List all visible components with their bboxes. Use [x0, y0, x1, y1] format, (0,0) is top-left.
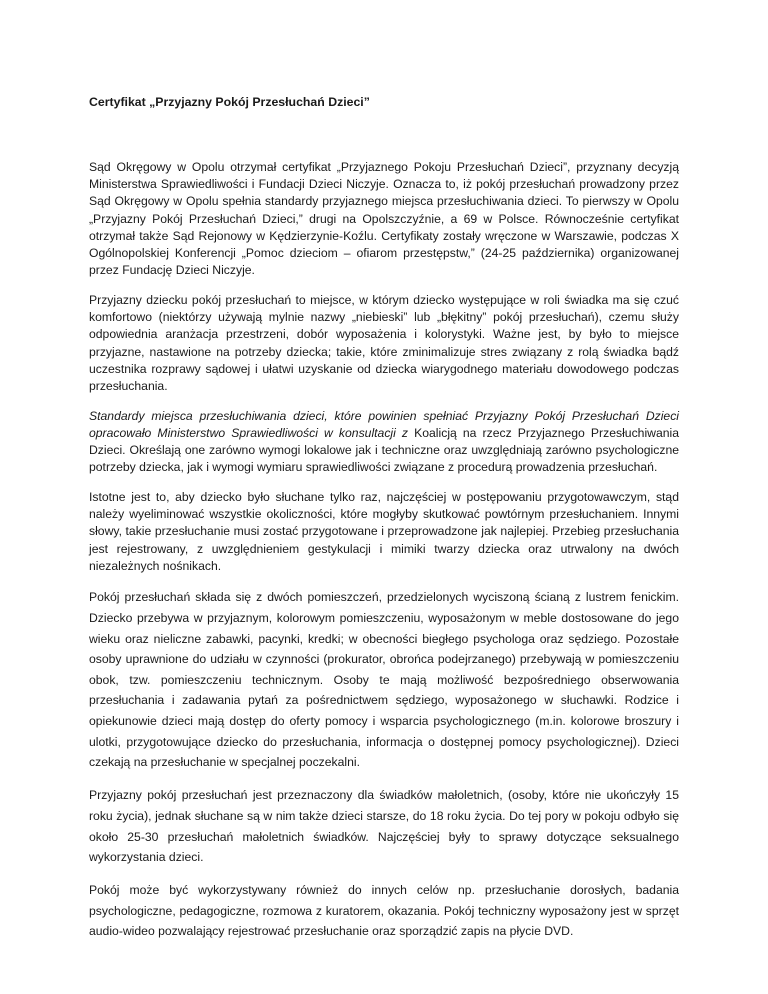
document-title: Certyfikat „Przyjazny Pokój Przesłuchań Dzieci” — [89, 95, 370, 109]
paragraph-room-layout: Pokój przesłuchań składa się z dwóch pomieszczeń, przedzielonych wyciszoną ścianą z lustrem fenickim. Dziecko przebywa w przyjaznym, kolorowym pomieszczeniu, wyposażonym w meble dostosowane do jego wieku oraz nieliczne zabawki, pacynki, kredki; w obecności biegłego psychologa oraz sędziego. Pozostałe osoby uprawnione do udziału w czynności (prokurator, obrońca podejrzanego) przebywają w pomieszczeniu obok, tzw. pomieszczeniu technicznym. Osoby te mają możliwość bezpośredniego obserwowania przesłuchania i zadawania pytań za pośrednictwem sędziego, wyposażonego w słuchawki. Rodzice i opiekunowie dzieci mają dostęp do oferty pomocy i wsparcia psychologicznego (m.in. kolorowe broszury i ulotki, przygotowujące dziecko do przesłuchania, informacja o dostępnej pomocy psychologicznej). Dzieci czekają na przesłuchanie w specjalnej poczekalni. — [89, 590, 679, 770]
paragraph-standards-rest: Koalicją na rzecz Przyjaznego Przesłuchiwania Dzieci. Określają one zarówno wymogi lokalowe jak i techniczne oraz uwzględniają zarówno psychologiczne potrzeby dziecka, jak i wymogi wymiaru sprawiedliwości związane z procedurą prowadzenia przesłuchań. — [89, 425, 679, 475]
paragraph-standards — [89, 408, 679, 477]
paragraph-standards-italic: Standardy miejsca przesłuchiwania dzieci, które powinien spełniać Przyjazny Pokój Przesłuchań Dzieci opracowało Ministerstwo Sprawiedliwości w konsultacji z — [89, 408, 679, 440]
paragraph-definition: Przyjazny dziecku pokój przesłuchań to miejsce, w którym dziecko występujące w roli świadka ma się czuć komfortowo (niektórzy używają mylnie nazwy „niebieski” lub „błękitny” pokój przesłuchań), czemu służy odpowiednia aranżacja przestrzeni, dobór wyposażenia i kolorystyki. Ważne jest, by było to miejsce przyjazne, nastawione na potrzeby dziecka; takie, które zminimalizuje stres związany z rolą świadka bądź uczestnika rozprawy sądowej i ułatwi uzyskanie od dziecka wiarygodnego materiału dowodowego podczas przesłuchania. — [89, 292, 679, 393]
paragraph-single-hearing: Istotne jest to, aby dziecko było słuchane tylko raz, najczęściej w postępowaniu przygotowawczym, stąd należy wyeliminować wszystkie okoliczności, które mogłyby skutkować powtórnym przesłuchaniem. Innymi słowy, takie przesłuchanie musi zostać przygotowane i przeprowadzone jak najlepiej. Przebieg przesłuchania jest rejestrowany, z uwzględnieniem gestykulacji i mimiki twarzy dziecka oraz utrwalony na dwóch niezależnych nośnikach. — [89, 489, 679, 573]
paragraph-other-uses: Pokój może być wykorzystywany również do innych celów np. przesłuchanie dorosłych, badania psychologiczne, pedagogiczne, rozmowa z kuratorem, okazania. Pokój techniczny wyposażony jest w sprzęt audio-wideo pozwalający rejestrować przesłuchanie oraz sporządzić zapis na płycie DVD. — [89, 883, 679, 939]
document-page — [89, 94, 679, 954]
paragraph-minor-witnesses: Przyjazny pokój przesłuchań jest przeznaczony dla świadków małoletnich, (osoby, które nie ukończyły 15 roku życia), jednak słuchane są w nim także dzieci starsze, do 18 roku życia. Do tej pory w pokoju odbyło się około 25-30 przesłuchań małoletnich świadków. Najczęściej były to sprawy dotyczące seksualnego wykorzystania dzieci. — [89, 788, 679, 865]
paragraph-certificate: Sąd Okręgowy w Opolu otrzymał certyfikat „Przyjaznego Pokoju Przesłuchań Dzieci”, przyznany decyzją Ministerstwa Sprawiedliwości i Fundacji Dzieci Niczyje. Oznacza to, iż pokój przesłuchań prowadzony przez Sąd Okręgowy w Opolu spełnia standardy przyjaznego miejsca przesłuchiwania dzieci. To pierwszy w Opolu „Przyjazny Pokój Przesłuchań Dzieci,” drugi na Opolszczyźnie, a 69 w Polsce. Równocześnie certyfikat otrzymał także Sąd Rejonowy w Kędzierzynie-Koźlu. Certyfikaty zostały wręczone w Warszawie, podczas X Ogólnopolskiej Konferencji „Pomoc dzieciom – ofiarom przestępstw,” (24-25 października) organizowanej przez Fundację Dzieci Niczyje. — [89, 160, 679, 278]
